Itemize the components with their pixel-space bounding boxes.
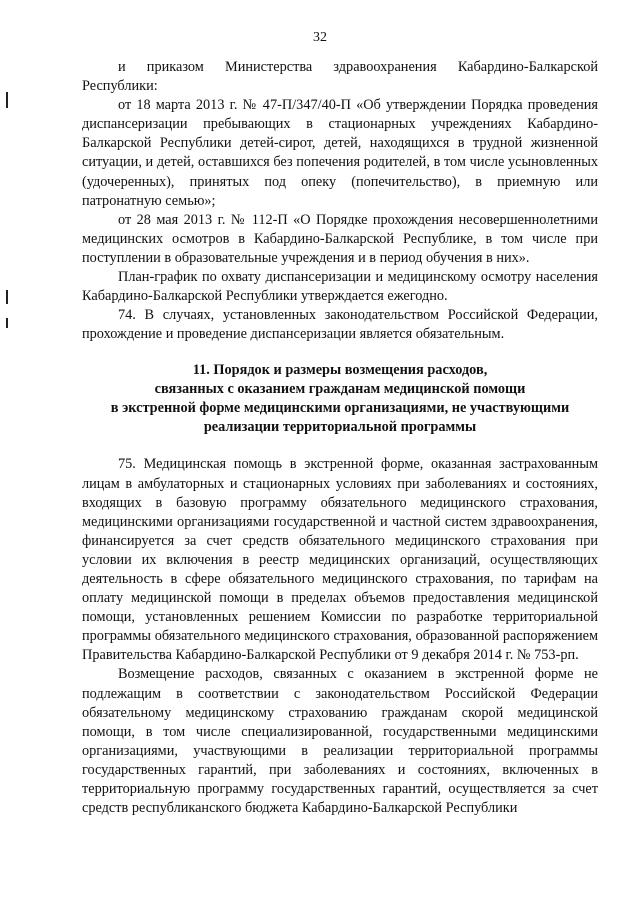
section-heading-line: реализации территориальной программы: [203, 419, 477, 436]
section-heading-line: связанных с оказанием гражданам медицинской помощи: [154, 381, 526, 398]
section-heading-line: в экстренной форме медицинскими организациями, не участвующими: [110, 400, 570, 417]
paragraph: 75. Медицинская помощь в экстренной форме, оказанная застрахованным лицам в амбулаторных и стационарных условиях при заболеваниях и состояниях, входящих в базовую программу обязательного медицинского страхования, медицинскими организациями государственной и частной систем здравоохранения, финансируется за счет средств обязательного медицинского страхования при условии их включения в реестр медицинских организаций, осуществляющих деятельность в сфере обязательного медицинского страхования, по тарифам на оплату медицинской помощи в пределах объемов предоставления медицинской помощи, установленных решением Комиссии по разработке территориальной программы обязательного медицинского страхования, образованной распоряжением Правительства Кабардино-Балкарской Республики от 9 декабря 2014 г. № 753-рп.: [82, 456, 598, 664]
paragraph: от 18 марта 2013 г. № 47-П/347/40-П «Об утверждении Порядка проведения диспансеризации пребывающих в стационарных учреждениях Кабардино-Балкарской Республики детей-сирот, детей, находящихся в трудной жизненной ситуации, и детей, оставшихся без попечения родителей, в том числе усыновленных (удочеренных), принятых под опеку (попечительство), в приемную или патронатную семью»;: [82, 97, 598, 209]
paragraph: от 28 мая 2013 г. № 112-П «О Порядке прохождения несовершеннолетними медицинских осмотров в Кабардино-Балкарской Республике, в том числе при поступлении в образовательные учреждения и в период обучения в них».: [82, 211, 598, 266]
page-number: 32: [313, 30, 327, 45]
section-heading: [82, 361, 598, 437]
scan-margin-mark: [6, 318, 8, 328]
scan-margin-mark: [6, 92, 8, 108]
document-body: [82, 58, 598, 818]
paragraph: План-график по охвату диспансеризации и медицинскому осмотру населения Кабардино-Балкарской Республики утверждается ежегодно.: [82, 269, 598, 305]
paragraph: 74. В случаях, установленных законодательством Российской Федерации, прохождение и проведение диспансеризации является обязательным.: [82, 307, 598, 343]
paragraph: Возмещение расходов, связанных с оказанием в экстренной форме не подлежащим в соответствии с законодательством Российской Федерации обязательному медицинскому страхованию гражданам скорой медицинской помощи, в том числе специализированной, государственными медицинскими организациями, участвующими в реализации территориальной программы государственных гарантий, при заболеваниях и состояниях, включенных в территориальную программу государственных гарантий, осуществляется за счет средств республиканского бюджета Кабардино-Балкарской Республики: [82, 666, 598, 817]
scan-margin-mark: [6, 290, 8, 304]
section-heading-line: 11. Порядок и размеры возмещения расходов,: [192, 362, 488, 379]
paragraph: и приказом Министерства здравоохранения Кабардино-Балкарской Республики:: [82, 59, 598, 95]
